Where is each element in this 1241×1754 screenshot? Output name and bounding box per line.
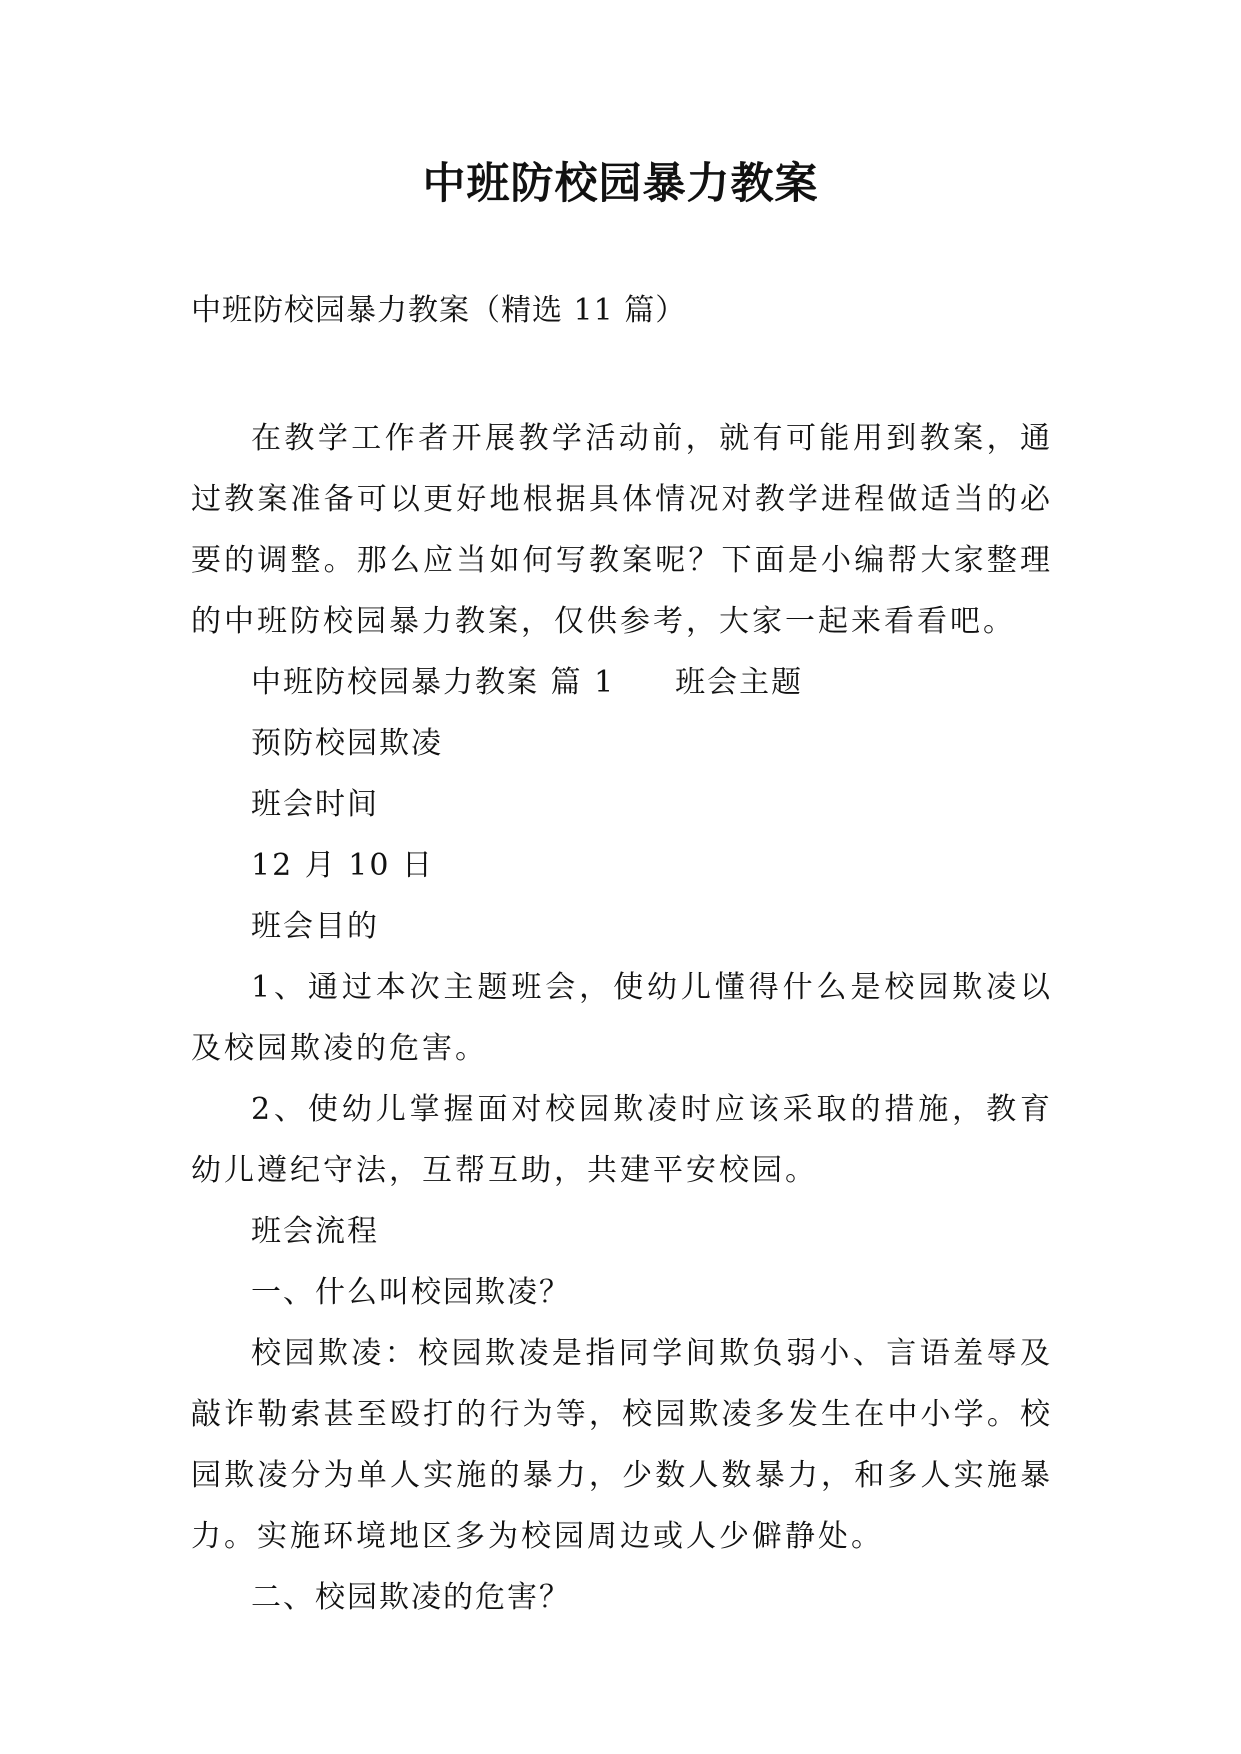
document-body: [191, 408, 1053, 1628]
document-title: 中班防校园暴力教案: [422, 159, 819, 209]
section-heading: 中班防校园暴力教案 篇 1: [251, 665, 616, 700]
document-subtitle: 中班防校园暴力教案（精选 11 篇）: [191, 293, 687, 328]
time-value: 12 月 10 日: [251, 848, 434, 883]
section-heading-line: [191, 652, 1053, 713]
time-label: 班会时间: [251, 787, 379, 822]
intro-paragraph: 在教学工作者开展教学活动前，就有可能用到教案，通过教案准备可以更好地根据具体情况对教学进程做适当的必要的调整。那么应当如何写教案呢？下面是小编帮大家整理的中班防校园暴力教案，仅供参考，大家一起来看看吧。: [191, 421, 1053, 639]
theme-value: 预防校园欺凌: [251, 726, 443, 761]
theme-label: 班会主题: [675, 665, 804, 700]
process-label: 班会流程: [251, 1214, 379, 1249]
purpose-label: 班会目的: [251, 909, 379, 944]
purpose-item-2: 2、使幼儿掌握面对校园欺凌时应该采取的措施，教育幼儿遵纪守法，互帮互助，共建平安校园。: [191, 1092, 1053, 1188]
question-1: 一、什么叫校园欺凌？: [251, 1275, 571, 1310]
question-2: 二、校园欺凌的危害？: [251, 1580, 571, 1615]
question-1-answer: 校园欺凌：校园欺凌是指同学间欺负弱小、言语羞辱及敲诈勒索甚至殴打的行为等，校园欺凌多发生在中小学。校园欺凌分为单人实施的暴力，少数人数暴力，和多人实施暴力。实施环境地区多为校园周边或人少僻静处。: [191, 1336, 1053, 1554]
purpose-item-1: 1、通过本次主题班会，使幼儿懂得什么是校园欺凌以及校园欺凌的危害。: [191, 970, 1053, 1066]
